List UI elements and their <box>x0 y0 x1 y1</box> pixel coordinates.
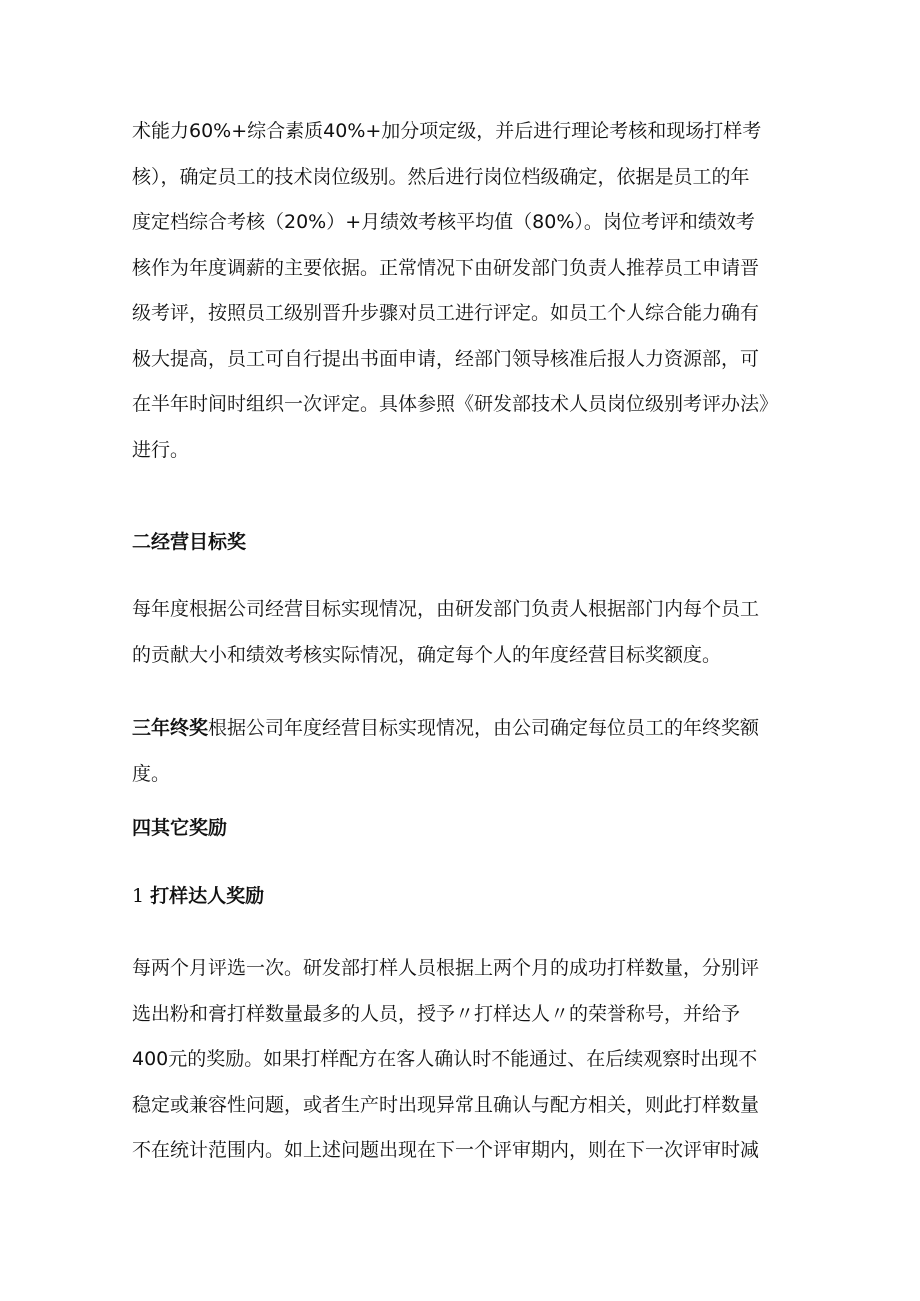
paragraph-business-goal <box>132 587 802 678</box>
text-line: 在半年时间时组织一次评定。具体参照《研发部技术人员岗位级别考评办法》 <box>132 393 779 415</box>
paragraph-year-end-bonus <box>132 706 802 797</box>
text-line: 每年度根据公司经营目标实现情况，由研发部门负责人根据部门内每个员工 <box>132 598 760 620</box>
text-line <box>132 706 802 752</box>
text-span: 根据公司年度经营目标实现情况，由公司确定每位员工的年终奖额 <box>208 717 760 739</box>
subsection-number: 1 <box>132 885 145 907</box>
text-line: 进行。 <box>132 438 190 461</box>
text-line: 每两个月评选一次。研发部打样人员根据上两个月的成功打样数量，分别评 <box>132 957 760 979</box>
text-line: 的贡献大小和绩效考核实际情况，确定每个人的年度经营目标奖额度。 <box>132 643 722 666</box>
section-heading: 四其它奖励 <box>132 817 228 839</box>
text-line: 稳定或兼容性问题，或者生产时出现异常且确认与配方相关，则此打样数量 <box>132 1093 760 1116</box>
text-line: 400元的奖励。如果打样配方在客人确认时不能通过、在后续观察时出现不 <box>132 1048 758 1070</box>
subsection-title: 打样达人奖励 <box>150 885 265 907</box>
section-heading: 三年终奖 <box>132 717 209 739</box>
text-line: 极大提高，员工可自行提出书面申请，经部门领导核准后报人力资源部，可 <box>132 347 760 370</box>
paragraph-sampling-expert <box>132 946 802 1174</box>
text-line: 选出粉和膏打样数量最多的人员，授予〃打样达人〃的荣誉称号，并给予 <box>132 1002 741 1025</box>
paragraph-tech-level <box>132 109 802 473</box>
text-line: 核），确定员工的技术岗位级别。然后进行岗位档级确定，依据是员工的年 <box>132 165 750 188</box>
text-line: 级考评，按照员工级别晋升步骤对员工进行评定。如员工个人综合能力确有 <box>132 302 760 324</box>
subsection-heading-sampling-expert <box>132 874 802 920</box>
subsection-heading <box>132 874 802 920</box>
text-line: 度定档综合考核（20%）+月绩效考核平均值（80%）。岗位考评和绩效考 <box>132 211 755 233</box>
section-heading: 二经营目标奖 <box>132 531 247 553</box>
text-line: 术能力60%+综合素质40%+加分项定级，并后进行理论考核和现场打样考 <box>132 120 762 142</box>
text-line: 不在统计范围内。如上述问题出现在下一个评审期内，则在下一次评审时减 <box>132 1139 760 1161</box>
section-heading-business-goal <box>132 520 802 566</box>
text-line: 核作为年度调薪的主要依据。正常情况下由研发部门负责人推荐员工申请晋 <box>132 256 760 279</box>
text-line: 度。 <box>132 762 171 785</box>
section-heading-other-rewards <box>132 806 802 852</box>
